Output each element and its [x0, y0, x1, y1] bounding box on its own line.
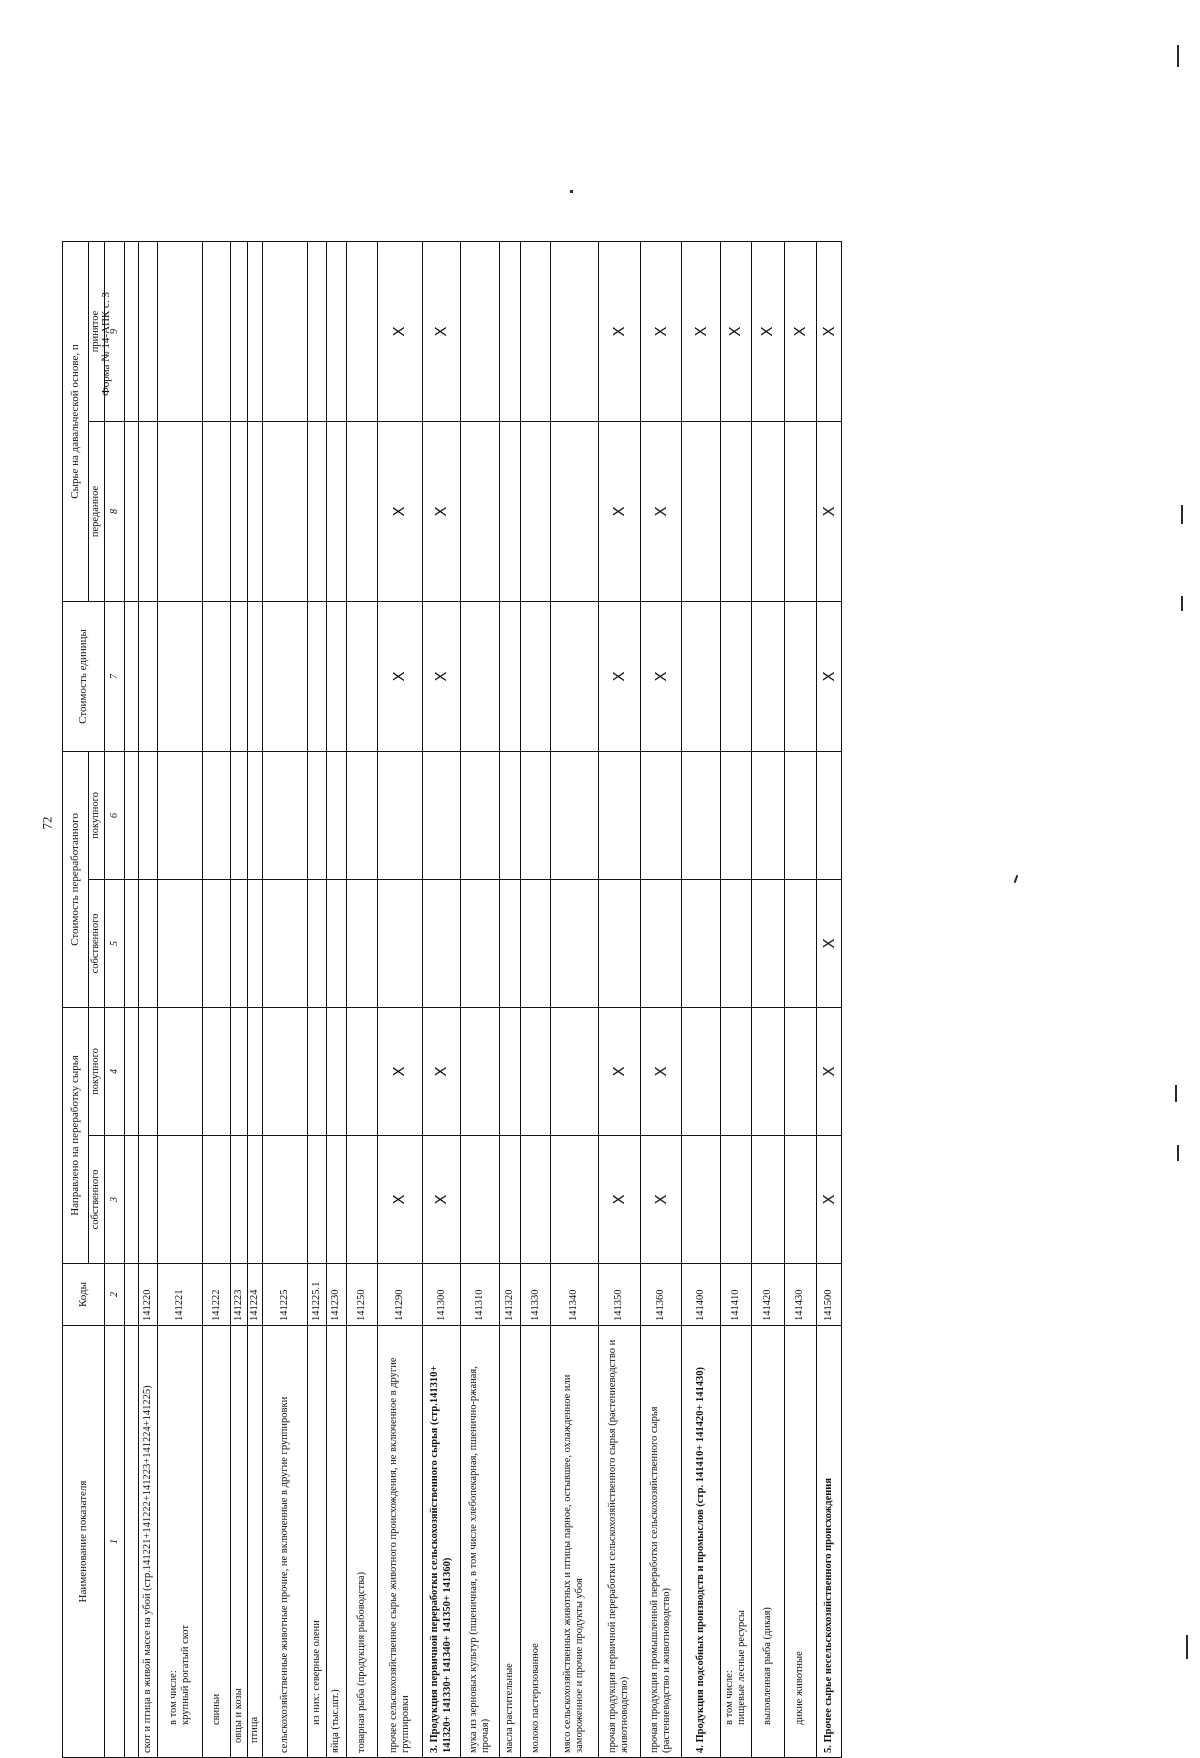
form-table-rotated — [62, 242, 842, 1758]
table-row — [139, 241, 157, 1757]
value-cell — [157, 421, 202, 601]
page-number: 72 — [39, 816, 55, 830]
table-row — [682, 241, 721, 1757]
form-label: Форма № 14-АПК с. 3 — [99, 292, 112, 396]
header-tolling-group: Сырье на давальческой основе, п — [63, 241, 89, 601]
table-row — [598, 241, 641, 1757]
value-cell — [721, 1007, 752, 1135]
value-cell: X — [598, 601, 641, 751]
value-cell — [263, 241, 308, 421]
value-cell — [520, 601, 551, 751]
value-cell: X — [377, 1136, 422, 1264]
value-cell: X — [598, 421, 641, 601]
scan-mark — [1181, 596, 1183, 611]
header-bought: покупного — [89, 1007, 105, 1135]
value-cell — [520, 1136, 551, 1264]
value-cell — [461, 1007, 500, 1135]
value-cell — [263, 601, 308, 751]
value-cell — [125, 1136, 139, 1264]
value-cell: X — [422, 241, 461, 421]
value-cell — [326, 1136, 346, 1264]
table-row — [377, 241, 422, 1757]
value-cell — [682, 751, 721, 879]
row-name: выловленная рыба (дикая) — [751, 1326, 784, 1758]
row-name: прочее сельскохозяйственное сырье животного происхождения, не включенное в другие группировки — [377, 1326, 422, 1758]
value-cell — [461, 1136, 500, 1264]
value-cell — [139, 751, 157, 879]
value-cell — [784, 421, 817, 601]
value-cell — [326, 241, 346, 421]
value-cell — [377, 879, 422, 1007]
value-cell — [551, 421, 598, 601]
scan-mark — [1177, 1145, 1179, 1161]
value-cell — [461, 879, 500, 1007]
row-code: 141360 — [641, 1264, 682, 1326]
value-cell — [551, 751, 598, 879]
column-number: 7 — [105, 601, 125, 751]
value-cell — [461, 751, 500, 879]
column-number: 4 — [105, 1007, 125, 1135]
column-number: 1 — [105, 1326, 125, 1758]
value-cell — [247, 751, 262, 879]
scan-mark — [1186, 1635, 1188, 1659]
value-cell: X — [377, 421, 422, 601]
value-cell — [721, 421, 752, 601]
value-cell — [157, 751, 202, 879]
value-cell: X — [817, 879, 842, 1007]
value-cell — [817, 751, 842, 879]
value-cell — [308, 601, 326, 751]
row-name: прочая продукция промышленной переработки сельскохозяйственного сырья (растениеводство и животноводство) — [641, 1326, 682, 1758]
table-row — [346, 241, 377, 1757]
value-cell — [377, 751, 422, 879]
value-cell — [551, 1136, 598, 1264]
value-cell — [461, 241, 500, 421]
header-codes: Коды — [63, 1264, 105, 1326]
value-cell — [641, 751, 682, 879]
column-number: 6 — [105, 751, 125, 879]
row-name: мясо сельскохозяйственных животных и птицы парное, остывшее, охлажденное или замороженное и прочие продукты убоя — [551, 1326, 598, 1758]
value-cell — [500, 421, 520, 601]
row-name: мука из зерновых культур (пшеничная, в том числе хлебопекарная, пшенично-ржаная, прочая) — [461, 1326, 500, 1758]
row-name: в том числе: крупный рогатый скот — [157, 1326, 202, 1758]
value-cell: X — [641, 421, 682, 601]
row-code: 141290 — [377, 1264, 422, 1326]
value-cell — [247, 241, 262, 421]
row-code: 141320 — [500, 1264, 520, 1326]
value-cell — [308, 879, 326, 1007]
value-cell — [784, 879, 817, 1007]
value-cell — [326, 601, 346, 751]
value-cell — [139, 421, 157, 601]
value-cell — [598, 879, 641, 1007]
value-cell — [346, 1007, 377, 1135]
value-cell — [784, 1136, 817, 1264]
value-cell: X — [598, 241, 641, 421]
table-row — [263, 241, 308, 1757]
row-name: овцы и козы — [231, 1326, 247, 1758]
value-cell — [263, 879, 308, 1007]
value-cell — [551, 241, 598, 421]
value-cell — [139, 879, 157, 1007]
value-cell — [263, 1136, 308, 1264]
value-cell — [125, 1007, 139, 1135]
table-row — [500, 241, 520, 1757]
row-name: 3. Продукция первичной переработки сельскохозяйственного сырья (стр.141310+ 141320+ 141330+ 141340+ 141350+ 141360) — [422, 1326, 461, 1758]
row-name: птица — [247, 1326, 262, 1758]
row-code: 141400 — [682, 1264, 721, 1326]
row-code: 141500 — [817, 1264, 842, 1326]
value-cell — [202, 879, 231, 1007]
value-cell — [682, 1136, 721, 1264]
table-row — [751, 241, 784, 1757]
scan-mark — [1014, 875, 1019, 883]
value-cell — [231, 1136, 247, 1264]
value-cell — [125, 879, 139, 1007]
scan-mark — [570, 190, 573, 193]
scan-mark — [1177, 45, 1179, 67]
row-code: 141420 — [751, 1264, 784, 1326]
row-name: сельскохозяйственные животные прочие, не включенные в другие группировки — [263, 1326, 308, 1758]
value-cell — [422, 751, 461, 879]
value-cell — [751, 601, 784, 751]
value-cell — [202, 241, 231, 421]
value-cell — [308, 241, 326, 421]
value-cell — [202, 421, 231, 601]
value-cell — [682, 879, 721, 1007]
row-name: масла растительные — [500, 1326, 520, 1758]
value-cell: X — [598, 1136, 641, 1264]
value-cell — [500, 751, 520, 879]
value-cell — [202, 601, 231, 751]
row-code: 141310 — [461, 1264, 500, 1326]
value-cell: X — [598, 1007, 641, 1135]
value-cell — [598, 751, 641, 879]
value-cell — [551, 879, 598, 1007]
value-cell — [751, 879, 784, 1007]
value-cell — [231, 879, 247, 1007]
column-number: 9 — [105, 241, 125, 421]
row-code: 141250 — [346, 1264, 377, 1326]
value-cell — [231, 241, 247, 421]
value-cell — [247, 421, 262, 601]
value-cell — [682, 601, 721, 751]
value-cell — [551, 601, 598, 751]
value-cell — [263, 751, 308, 879]
value-cell — [263, 1007, 308, 1135]
value-cell: X — [641, 1136, 682, 1264]
value-cell: X — [377, 241, 422, 421]
header-name: Наименование показателя — [63, 1326, 105, 1758]
row-code: 141221 — [157, 1264, 202, 1326]
value-cell — [751, 1136, 784, 1264]
value-cell: X — [721, 241, 752, 421]
value-cell — [326, 879, 346, 1007]
value-cell — [346, 601, 377, 751]
value-cell — [721, 751, 752, 879]
value-cell: X — [641, 601, 682, 751]
value-cell — [500, 1136, 520, 1264]
value-cell — [751, 1007, 784, 1135]
value-cell — [326, 1007, 346, 1135]
value-cell — [682, 1007, 721, 1135]
value-cell — [520, 879, 551, 1007]
value-cell — [157, 1136, 202, 1264]
table-row — [520, 241, 551, 1757]
value-cell — [139, 241, 157, 421]
value-cell — [202, 1007, 231, 1135]
table-row — [422, 241, 461, 1757]
value-cell — [461, 421, 500, 601]
scan-mark — [1181, 505, 1183, 524]
value-cell — [247, 1007, 262, 1135]
row-name: в том числе: пищевые лесные ресурсы — [721, 1326, 752, 1758]
table-row — [202, 241, 231, 1757]
header-bought-cost: покупного — [89, 751, 105, 879]
value-cell: X — [817, 601, 842, 751]
value-cell — [263, 421, 308, 601]
value-cell — [202, 1136, 231, 1264]
row-code: 141223 — [231, 1264, 247, 1326]
value-cell — [157, 241, 202, 421]
value-cell: X — [817, 241, 842, 421]
value-cell — [125, 601, 139, 751]
row-code: 141224 — [247, 1264, 262, 1326]
row-name — [125, 1326, 139, 1758]
value-cell — [346, 879, 377, 1007]
value-cell — [247, 601, 262, 751]
row-code: 141225.1 — [308, 1264, 326, 1326]
value-cell — [751, 421, 784, 601]
table-row — [308, 241, 326, 1757]
row-code: 141410 — [721, 1264, 752, 1326]
table-row — [157, 241, 202, 1757]
value-cell: X — [817, 1007, 842, 1135]
value-cell — [326, 421, 346, 601]
row-code: 141230 — [326, 1264, 346, 1326]
row-name: 5. Прочее сырье несельскохозяйственного происхождения — [817, 1326, 842, 1758]
value-cell — [500, 601, 520, 751]
row-code: 141340 — [551, 1264, 598, 1326]
value-cell — [231, 421, 247, 601]
form-table — [62, 241, 842, 1758]
table-row — [784, 241, 817, 1757]
value-cell — [721, 879, 752, 1007]
value-cell — [157, 1007, 202, 1135]
row-name: свиньи — [202, 1326, 231, 1758]
value-cell — [346, 241, 377, 421]
value-cell: X — [377, 601, 422, 751]
value-cell: X — [817, 421, 842, 601]
value-cell — [551, 1007, 598, 1135]
value-cell: X — [422, 1007, 461, 1135]
row-name: молоко пастеризованное — [520, 1326, 551, 1758]
value-cell — [500, 879, 520, 1007]
value-cell — [520, 751, 551, 879]
table-row — [461, 241, 500, 1757]
row-name: дикие животные — [784, 1326, 817, 1758]
value-cell — [125, 751, 139, 879]
value-cell — [520, 421, 551, 601]
value-cell: X — [817, 1136, 842, 1264]
row-name: скот и птица в живой массе на убой (стр.141221+141222+141223+141224+141225) — [139, 1326, 157, 1758]
value-cell: X — [422, 421, 461, 601]
value-cell — [247, 879, 262, 1007]
value-cell — [784, 601, 817, 751]
value-cell — [139, 1136, 157, 1264]
column-number: 3 — [105, 1136, 125, 1264]
row-code: 141225 — [263, 1264, 308, 1326]
row-code: 141222 — [202, 1264, 231, 1326]
scan-mark — [1175, 1085, 1177, 1102]
value-cell — [500, 241, 520, 421]
table-row — [721, 241, 752, 1757]
row-name: из них: северные олени — [308, 1326, 326, 1758]
column-number: 2 — [105, 1264, 125, 1326]
value-cell — [308, 751, 326, 879]
header-sent-group: Направлено на переработку сырья — [63, 1007, 89, 1263]
value-cell — [139, 601, 157, 751]
row-code: 141430 — [784, 1264, 817, 1326]
value-cell — [326, 751, 346, 879]
value-cell — [308, 1136, 326, 1264]
value-cell — [751, 751, 784, 879]
value-cell — [157, 879, 202, 1007]
value-cell: X — [422, 601, 461, 751]
header-own-cost: собственного — [89, 879, 105, 1007]
value-cell — [125, 241, 139, 421]
row-code: 141350 — [598, 1264, 641, 1326]
value-cell: X — [682, 241, 721, 421]
value-cell — [641, 879, 682, 1007]
row-name: прочая продукция первичной переработки сельскохозяйственного сырья (растениеводство и животноводство) — [598, 1326, 641, 1758]
value-cell — [247, 1136, 262, 1264]
value-cell: X — [784, 241, 817, 421]
value-cell — [139, 1007, 157, 1135]
value-cell — [784, 751, 817, 879]
value-cell — [346, 1136, 377, 1264]
table-row — [247, 241, 262, 1757]
value-cell — [125, 421, 139, 601]
value-cell: X — [641, 1007, 682, 1135]
header-accepted: принятое — [89, 241, 105, 421]
row-code: 141300 — [422, 1264, 461, 1326]
value-cell — [500, 1007, 520, 1135]
value-cell: X — [751, 241, 784, 421]
value-cell — [682, 421, 721, 601]
row-code — [125, 1264, 139, 1326]
value-cell — [308, 1007, 326, 1135]
value-cell — [422, 879, 461, 1007]
header-unit-cost: Стоимость единицы — [63, 601, 105, 751]
table-row — [326, 241, 346, 1757]
table-row — [125, 241, 139, 1757]
header-cost-group: Стоимость переработанного — [63, 751, 89, 1007]
value-cell — [721, 601, 752, 751]
value-cell — [461, 601, 500, 751]
row-name: товарная рыба (продукция рыбоводства) — [346, 1326, 377, 1758]
header-own: собственного — [89, 1136, 105, 1264]
value-cell — [308, 421, 326, 601]
value-cell — [157, 601, 202, 751]
table-row — [641, 241, 682, 1757]
row-code: 141220 — [139, 1264, 157, 1326]
column-number: 5 — [105, 879, 125, 1007]
value-cell — [784, 1007, 817, 1135]
column-number: 8 — [105, 421, 125, 601]
row-code: 141330 — [520, 1264, 551, 1326]
value-cell — [202, 751, 231, 879]
value-cell: X — [641, 241, 682, 421]
value-cell — [721, 1136, 752, 1264]
row-name: 4. Продукция подсобных производств и промыслов (стр. 141410+ 141420+ 141430) — [682, 1326, 721, 1758]
value-cell: X — [422, 1136, 461, 1264]
value-cell — [346, 421, 377, 601]
value-cell — [520, 1007, 551, 1135]
table-row — [551, 241, 598, 1757]
value-cell — [346, 751, 377, 879]
table-row — [231, 241, 247, 1757]
value-cell — [520, 241, 551, 421]
row-name: яйца (тыс.шт.) — [326, 1326, 346, 1758]
header-handed: переданное — [89, 421, 105, 601]
value-cell — [231, 1007, 247, 1135]
value-cell: X — [377, 1007, 422, 1135]
value-cell — [231, 751, 247, 879]
table-row — [817, 241, 842, 1757]
value-cell — [231, 601, 247, 751]
